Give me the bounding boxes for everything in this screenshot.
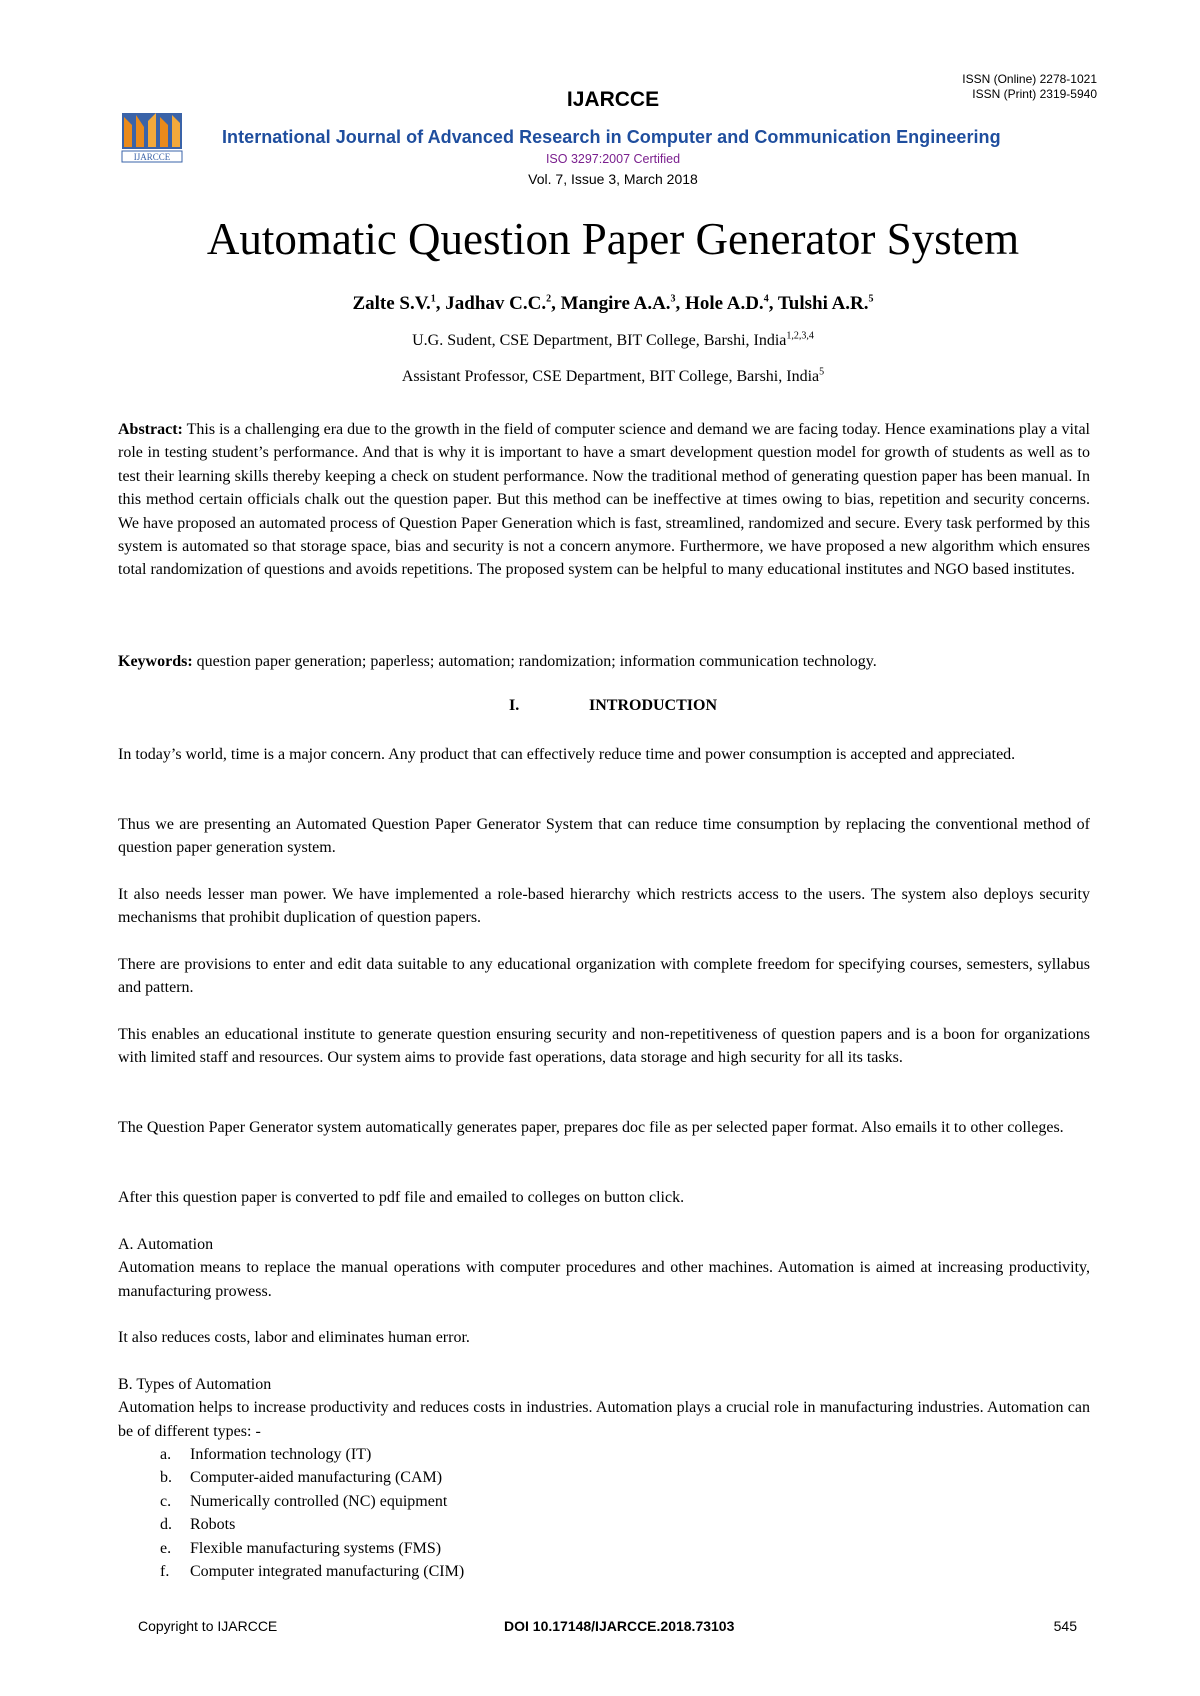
author-name: Jadhav C.C. [445, 293, 547, 314]
list-text: Computer-aided manufacturing (CAM) [190, 1469, 443, 1487]
footer-copyright: Copyright to IJARCCE [138, 1618, 278, 1634]
abstract-text: This is a challenging era due to the growth in the field of computer science and demand we are facing today. Hence examinations play a vital role in testing student’s performance. And that is why it is important to have a smart development question model for growth of students as well as to test their learning skills thereby keeping a check on student performance. Now the traditional method of generating question paper has been manual. In this method certain officials chalk out the question paper. But this method can be ineffective at times owing to bias, repetition and security concerns. We have proposed an automated process of Question Paper Generation which is fast, streamlined, randomized and secure. Every task performed by this system is automated so that storage space, bias and security is not a concern anymore. Furthermore, we have proposed a new algorithm which ensures total randomization of questions and avoids repetitions. The proposed system can be helpful to many educational institutes and NGO based institutes. [118, 421, 1090, 579]
list-label: c. [160, 1492, 172, 1510]
iso-certification: ISO 3297:2007 Certified [545, 152, 681, 166]
list-label: a. [160, 1446, 172, 1463]
list-label: f. [160, 1563, 170, 1581]
list-text: Robots [190, 1516, 236, 1534]
paper-title: Automatic Question Paper Generator System [206, 214, 1020, 264]
section-number: I. [508, 697, 520, 714]
list-text: Information technology (IT) [190, 1446, 372, 1463]
subsection-text: Automation means to replace the manual operations with computer procedures and other machines. Automation is aimed at increasing productivity, manufacturing prowess. [118, 1259, 1090, 1300]
subsection-title: A. Automation [118, 1236, 214, 1253]
automation-types-list [160, 1443, 760, 1583]
list-item [160, 1443, 760, 1466]
logo-text: IJARCCE [133, 152, 171, 162]
section-title: INTRODUCTION [588, 697, 717, 714]
volume-issue: Vol. 7, Issue 3, March 2018 [528, 171, 698, 187]
affiliation-students [0, 332, 1200, 350]
author-sup: 5 [868, 293, 874, 305]
intro-paragraph: There are provisions to enter and edit data suitable to any educational organization with complete freedom for specifying courses, semesters, syllabus and pattern. [118, 956, 1090, 997]
journal-name: International Journal of Advanced Research in Computer and Communication Engineering [222, 127, 1001, 147]
list-item [160, 1466, 760, 1489]
list-label: d. [160, 1516, 172, 1534]
issn-online: ISSN (Online) 2278-1021 [962, 72, 1097, 86]
author-sup: 1 [430, 293, 436, 305]
author-list: Zalte S.V.$^1$, Jadhav C.C.$^2$, Mangire A.A.$^3$, Hole A.D.$^4$, Tulshi A.R.$^5$ [352, 293, 874, 314]
list-text: Computer integrated manufacturing (CIM) [190, 1563, 465, 1581]
footer-page-number: 545 [1053, 1618, 1077, 1634]
author-sup: 3 [670, 293, 676, 305]
author-sup: 4 [763, 293, 769, 305]
intro-paragraph: It also needs lesser man power. We have implemented a role-based hierarchy which restricts access to the users. The system also deploys security mechanisms that prohibit duplication of question papers. [118, 886, 1090, 927]
section-heading-introduction [0, 697, 1200, 715]
author-sup: 2 [546, 293, 552, 305]
list-text: Numerically controlled (NC) equipment [190, 1492, 448, 1510]
list-item [160, 1560, 760, 1583]
keywords-label: Keywords: [118, 653, 193, 670]
author-name: Tulshi A.R. [777, 293, 869, 314]
abstract [118, 418, 1090, 582]
affiliation-sup: 1,2,3,4 [786, 330, 814, 342]
issn-print: ISSN (Print) 2319-5940 [972, 87, 1097, 101]
subsection-text: Automation helps to increase productivity and reduces costs in industries. Automation plays a crucial role in manufacturing industries. Automation can be of different types: - [118, 1399, 1090, 1440]
list-item [160, 1490, 760, 1513]
subsection-a-paragraph: It also reduces costs, labor and eliminates human error. [118, 1329, 470, 1346]
keywords [118, 650, 1090, 673]
author-name: Zalte S.V. [352, 293, 431, 314]
list-item [160, 1537, 760, 1560]
intro-paragraph: In today’s world, time is a major concern. Any product that can effectively reduce time and power consumption is accepted and appreciated. [118, 746, 1016, 763]
footer-doi: DOI 10.17148/IJARCCE.2018.73103 [504, 1618, 735, 1634]
intro-paragraph: This enables an educational institute to generate question ensuring security and non-repetitiveness of question papers and is a boon for organizations with limited staff and resources. Our system aims to provide fast operations, data storage and high security for all its tasks. [118, 1026, 1090, 1067]
affiliation-text: Assistant Professor, CSE Department, BIT College, Barshi, India [401, 368, 820, 385]
subsection-a [118, 1233, 1090, 1303]
author-name: Hole A.D. [685, 293, 764, 314]
subsection-b [118, 1373, 1090, 1443]
affiliation-sup: 5 [819, 366, 825, 378]
affiliation-professor [0, 368, 1200, 386]
list-text: Flexible manufacturing systems (FMS) [190, 1539, 442, 1557]
intro-paragraph: The Question Paper Generator system automatically generates paper, prepares doc file as per selected paper format. Also emails it to other colleges. [118, 1119, 1064, 1136]
intro-paragraph: After this question paper is converted to pdf file and emailed to colleges on button click. [118, 1189, 685, 1206]
abstract-label: Abstract: [118, 421, 183, 438]
intro-paragraph: Thus we are presenting an Automated Question Paper Generator System that can reduce time consumption by replacing the conventional method of question paper generation system. [118, 816, 1090, 857]
list-label: b. [160, 1469, 172, 1487]
journal-abbreviation: IJARCCE [566, 88, 660, 111]
keywords-text: question paper generation; paperless; automation; randomization; information communication technology. [196, 653, 877, 670]
list-item [160, 1513, 760, 1536]
subsection-title: B. Types of Automation [118, 1376, 272, 1393]
list-label: e. [160, 1539, 172, 1557]
affiliation-text: U.G. Sudent, CSE Department, BIT College, Barshi, India [412, 332, 787, 349]
author-name: Mangire A.A. [560, 293, 671, 314]
